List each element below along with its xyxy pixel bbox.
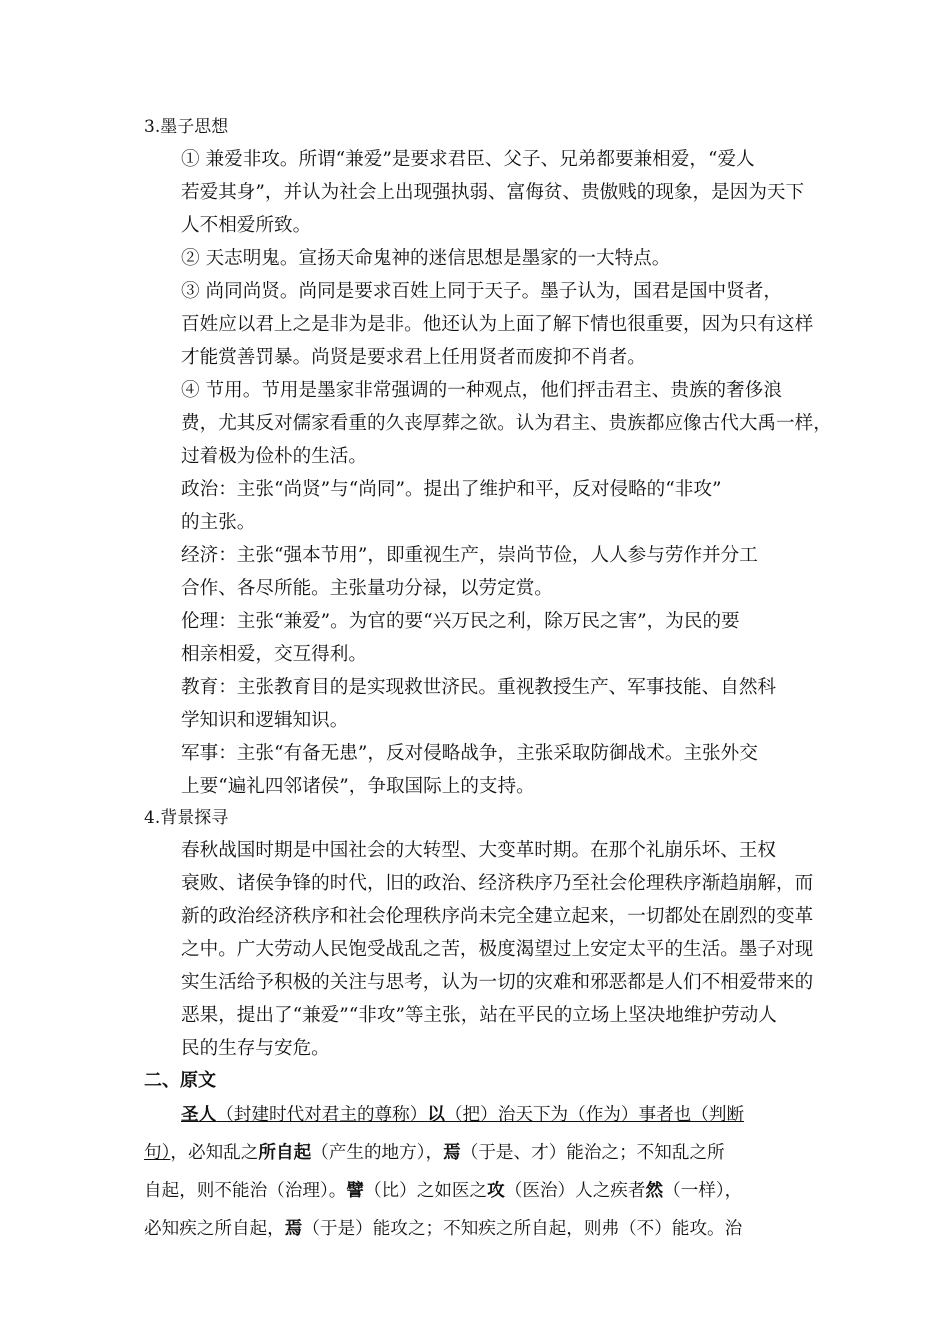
section-heading-original-text: 二、原文	[144, 1070, 216, 1091]
original-line-3: 自起，则不能治（治理）。譬（比）之如医之攻（医治）人之疾者然（一样），	[144, 1180, 743, 1201]
original-line-2: 句），必知乱之所自起（产生的地方），焉（于是、才）能治之；不知乱之所	[144, 1142, 725, 1163]
paragraph-shangtong-shangxian: ③ 尚同尚贤。尚同是要求百姓上同于天子。墨子认为，国君是国中贤者， 百姓应以君上之是非为是非。他还认为上面了解下情也很重要，因为只有这样 才能赏善罚暴。尚贤是要求君上任用贤者而废抑不肖者。	[181, 281, 814, 368]
paragraph-jianai-feigong: ① 兼爱非攻。所谓“兼爱”是要求君臣、父子、兄弟都要兼相爱，“爱人 若爱其身”，并认为社会上出现强执弱、富侮贫、贵傲贱的现象，是因为天下 人不相爱所致。	[181, 149, 805, 236]
paragraph-original-text	[144, 1096, 816, 1248]
document-body	[144, 112, 832, 1248]
paragraph-tianzhi-minggui: ② 天志明鬼。宣扬天命鬼神的迷信思想是墨家的一大特点。	[181, 248, 671, 269]
paragraph-military: 军事：主张“有备无患”，反对侵略战争，主张采取防御战术。主张外交 上要“遍礼四邻诸侯”，争取国际上的支持。	[181, 743, 758, 797]
paragraph-jieyong: ④ 节用。节用是墨家非常强调的一种观点，他们抨击君主、贵族的奢侈浪 费，尤其反对儒家看重的久丧厚葬之欲。认为君主、贵族都应像古代大禹一样， 过着极为俭朴的生活。	[181, 380, 832, 467]
paragraph-background: 春秋战国时期是中国社会的大转型、大变革时期。在那个礼崩乐坏、王权 衰败、诸侯争锋的时代，旧的政治、经济秩序乃至社会伦理秩序渐趋崩解，而 新的政治经济秩序和社会伦理秩序尚未完全建立起来，一切都处在剧烈的变革 之中。广大劳动人民饱受战乱之苦，极度渴望过上安定太平的生活。墨子对现 实生活给予积极的关注与思考，认为一切的灾难和邪恶都是人们不相爱带来的 恶果，提出了“兼爱”“非攻”等主张，站在平民的立场上坚决地维护劳动人 民的生存与安危。	[181, 840, 814, 1059]
paragraph-education: 教育：主张教育目的是实现救世济民。重视教授生产、军事技能、自然科 学知识和逻辑知识。	[181, 677, 777, 731]
paragraph-politics: 政治：主张“尚贤”与“尚同”。提出了维护和平，反对侵略的“非攻” 的主张。	[181, 479, 722, 533]
paragraph-economy: 经济：主张“强本节用”，即重视生产，崇尚节俭，人人参与劳作并分工 合作、各尽所能。主张量功分禄，以劳定赏。	[181, 545, 758, 599]
section-heading-mozi-thought: 3.墨子思想	[144, 117, 229, 137]
original-line-1: 圣人（封建时代对君主的尊称）以（把）治天下为（作为）事者也（判断	[181, 1104, 745, 1125]
section-heading-background: 4.背景探寻	[144, 808, 229, 828]
paragraph-ethics: 伦理：主张“兼爱”。为官的要“兴万民之利，除万民之害”，为民的要 相亲相爱，交互得利。	[181, 611, 740, 665]
original-line-4: 必知疾之所自起，焉（于是）能攻之；不知疾之所自起，则弗（不）能攻。治	[144, 1218, 743, 1239]
